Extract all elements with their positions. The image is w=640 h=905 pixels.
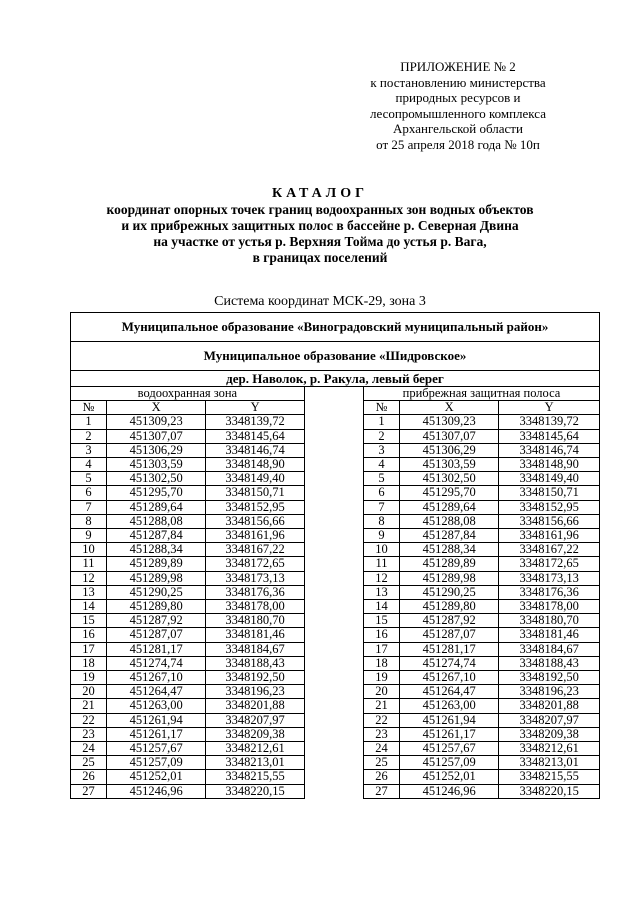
left-point-number: 26 bbox=[71, 770, 107, 784]
left-point-x: 451264,47 bbox=[106, 685, 205, 699]
left-point-y: 3348220,15 bbox=[206, 784, 304, 798]
right-point-x: 451287,92 bbox=[399, 614, 498, 628]
right-point-x: 451307,07 bbox=[399, 429, 498, 443]
left-point-number: 13 bbox=[71, 585, 107, 599]
left-point-x: 451257,09 bbox=[106, 756, 205, 770]
right-point-number: 12 bbox=[364, 571, 400, 585]
right-point-y: 3348173,13 bbox=[499, 571, 600, 585]
right-point-number: 20 bbox=[364, 685, 400, 699]
catalog-subtitle-line: в границах поселений bbox=[252, 250, 388, 265]
right-point-x: 451264,47 bbox=[399, 685, 498, 699]
left-point-y: 3348207,97 bbox=[206, 713, 304, 727]
left-point-y: 3348212,61 bbox=[206, 742, 304, 756]
left-point-y: 3348150,71 bbox=[206, 486, 304, 500]
right-point-y: 3348212,61 bbox=[499, 742, 600, 756]
left-point-y: 3348149,40 bbox=[206, 472, 304, 486]
right-point-y: 3348184,67 bbox=[499, 642, 600, 656]
left-point-y: 3348184,67 bbox=[206, 642, 304, 656]
right-point-y: 3348220,15 bbox=[499, 784, 600, 798]
appendix-line: к постановлению министерства bbox=[370, 74, 546, 90]
col-header-x: X bbox=[399, 401, 498, 415]
water-protection-zone-header: водоохранная зона bbox=[71, 387, 305, 401]
coastal-strip-header: прибрежная защитная полоса bbox=[364, 387, 600, 401]
right-point-y: 3348207,97 bbox=[499, 713, 600, 727]
municipality-header: Муниципальное образование «Шидровское» bbox=[71, 342, 600, 371]
right-point-y: 3348139,72 bbox=[499, 415, 600, 429]
left-point-x: 451287,84 bbox=[106, 529, 205, 543]
left-point-number: 2 bbox=[71, 429, 107, 443]
left-point-x: 451267,10 bbox=[106, 671, 205, 685]
right-point-number: 27 bbox=[364, 784, 400, 798]
right-point-number: 18 bbox=[364, 656, 400, 670]
right-point-y: 3348178,00 bbox=[499, 600, 600, 614]
left-point-y: 3348176,36 bbox=[206, 585, 304, 599]
col-header-x: X bbox=[106, 401, 205, 415]
left-point-number: 12 bbox=[71, 571, 107, 585]
left-point-x: 451246,96 bbox=[106, 784, 205, 798]
left-point-number: 7 bbox=[71, 500, 107, 514]
right-point-y: 3348215,55 bbox=[499, 770, 600, 784]
right-point-x: 451274,74 bbox=[399, 656, 498, 670]
right-point-x: 451263,00 bbox=[399, 699, 498, 713]
col-header-y: Y bbox=[499, 401, 600, 415]
left-point-number: 10 bbox=[71, 543, 107, 557]
left-point-x: 451252,01 bbox=[106, 770, 205, 784]
right-point-y: 3348176,36 bbox=[499, 585, 600, 599]
right-point-x: 451306,29 bbox=[399, 443, 498, 457]
left-point-number: 3 bbox=[71, 443, 107, 457]
right-point-y: 3348209,38 bbox=[499, 727, 600, 741]
left-point-y: 3348167,22 bbox=[206, 543, 304, 557]
left-point-x: 451289,89 bbox=[106, 557, 205, 571]
right-point-number: 4 bbox=[364, 458, 400, 472]
right-point-x: 451261,17 bbox=[399, 727, 498, 741]
right-point-number: 1 bbox=[364, 415, 400, 429]
right-point-y: 3348152,95 bbox=[499, 500, 600, 514]
left-point-number: 24 bbox=[71, 742, 107, 756]
col-header-y: Y bbox=[206, 401, 304, 415]
column-gap bbox=[304, 387, 363, 799]
left-point-y: 3348148,90 bbox=[206, 458, 304, 472]
right-point-number: 8 bbox=[364, 514, 400, 528]
right-point-number: 6 bbox=[364, 486, 400, 500]
left-point-y: 3348180,70 bbox=[206, 614, 304, 628]
left-point-number: 1 bbox=[71, 415, 107, 429]
right-point-y: 3348172,65 bbox=[499, 557, 600, 571]
right-point-y: 3348181,46 bbox=[499, 628, 600, 642]
right-point-number: 7 bbox=[364, 500, 400, 514]
left-point-y: 3348152,95 bbox=[206, 500, 304, 514]
right-point-number: 25 bbox=[364, 756, 400, 770]
left-point-y: 3348181,46 bbox=[206, 628, 304, 642]
left-point-x: 451261,17 bbox=[106, 727, 205, 741]
right-point-y: 3348188,43 bbox=[499, 656, 600, 670]
right-point-x: 451257,09 bbox=[399, 756, 498, 770]
right-point-x: 451309,23 bbox=[399, 415, 498, 429]
right-point-x: 451289,64 bbox=[399, 500, 498, 514]
left-point-y: 3348172,65 bbox=[206, 557, 304, 571]
left-point-number: 22 bbox=[71, 713, 107, 727]
left-point-y: 3348196,23 bbox=[206, 685, 304, 699]
right-point-number: 16 bbox=[364, 628, 400, 642]
right-point-y: 3348150,71 bbox=[499, 486, 600, 500]
right-point-number: 17 bbox=[364, 642, 400, 656]
left-point-number: 23 bbox=[71, 727, 107, 741]
right-point-x: 451267,10 bbox=[399, 671, 498, 685]
left-point-number: 25 bbox=[71, 756, 107, 770]
right-point-number: 24 bbox=[364, 742, 400, 756]
right-point-number: 26 bbox=[364, 770, 400, 784]
right-point-number: 21 bbox=[364, 699, 400, 713]
right-point-number: 9 bbox=[364, 529, 400, 543]
left-point-number: 21 bbox=[71, 699, 107, 713]
left-point-y: 3348146,74 bbox=[206, 443, 304, 457]
right-point-number: 11 bbox=[364, 557, 400, 571]
right-point-y: 3348145,64 bbox=[499, 429, 600, 443]
right-point-x: 451288,34 bbox=[399, 543, 498, 557]
right-point-y: 3348148,90 bbox=[499, 458, 600, 472]
left-point-y: 3348156,66 bbox=[206, 514, 304, 528]
appendix-block bbox=[360, 59, 556, 153]
right-point-y: 3348146,74 bbox=[499, 443, 600, 457]
right-point-number: 2 bbox=[364, 429, 400, 443]
right-point-x: 451287,84 bbox=[399, 529, 498, 543]
left-point-y: 3348173,13 bbox=[206, 571, 304, 585]
right-point-x: 451295,70 bbox=[399, 486, 498, 500]
left-point-number: 19 bbox=[71, 671, 107, 685]
left-point-number: 16 bbox=[71, 628, 107, 642]
left-point-x: 451295,70 bbox=[106, 486, 205, 500]
catalog-subtitle-line: на участке от устья р. Верхняя Тойма до устья р. Вага, bbox=[153, 234, 487, 249]
left-point-y: 3348209,38 bbox=[206, 727, 304, 741]
left-point-number: 4 bbox=[71, 458, 107, 472]
right-point-y: 3348192,50 bbox=[499, 671, 600, 685]
left-point-x: 451306,29 bbox=[106, 443, 205, 457]
right-point-x: 451281,17 bbox=[399, 642, 498, 656]
right-point-x: 451246,96 bbox=[399, 784, 498, 798]
col-header-number: № bbox=[364, 401, 400, 415]
right-point-x: 451289,89 bbox=[399, 557, 498, 571]
left-point-x: 451303,59 bbox=[106, 458, 205, 472]
right-point-number: 19 bbox=[364, 671, 400, 685]
left-point-y: 3348145,64 bbox=[206, 429, 304, 443]
left-point-y: 3348139,72 bbox=[206, 415, 304, 429]
appendix-line: природных ресурсов и bbox=[395, 90, 521, 106]
left-point-x: 451288,08 bbox=[106, 514, 205, 528]
appendix-line: лесопромышленного комплекса bbox=[369, 105, 546, 121]
right-point-number: 3 bbox=[364, 443, 400, 457]
right-point-number: 13 bbox=[364, 585, 400, 599]
catalog-title-block bbox=[70, 186, 570, 266]
district-header: Муниципальное образование «Виноградовский муниципальный район» bbox=[71, 313, 600, 342]
left-point-y: 3348215,55 bbox=[206, 770, 304, 784]
left-point-y: 3348178,00 bbox=[206, 600, 304, 614]
left-point-x: 451287,92 bbox=[106, 614, 205, 628]
right-point-y: 3348201,88 bbox=[499, 699, 600, 713]
left-point-number: 5 bbox=[71, 472, 107, 486]
col-header-number: № bbox=[71, 401, 107, 415]
locality-header: дер. Наволок, р. Ракула, левый берег bbox=[71, 371, 600, 387]
right-point-y: 3348213,01 bbox=[499, 756, 600, 770]
catalog-heading: КАТАЛОГ bbox=[271, 186, 368, 201]
right-point-x: 451289,80 bbox=[399, 600, 498, 614]
left-point-x: 451274,74 bbox=[106, 656, 205, 670]
right-point-x: 451252,01 bbox=[399, 770, 498, 784]
left-point-number: 9 bbox=[71, 529, 107, 543]
right-point-number: 15 bbox=[364, 614, 400, 628]
left-point-number: 11 bbox=[71, 557, 107, 571]
left-point-x: 451261,94 bbox=[106, 713, 205, 727]
catalog-subtitle-line: координат опорных точек границ водоохранных зон водных объектов bbox=[106, 202, 534, 217]
left-point-number: 17 bbox=[71, 642, 107, 656]
coordinate-system-label: Система координат МСК-29, зона 3 bbox=[214, 294, 426, 309]
left-point-x: 451309,23 bbox=[106, 415, 205, 429]
right-point-number: 5 bbox=[364, 472, 400, 486]
left-point-number: 27 bbox=[71, 784, 107, 798]
right-point-number: 23 bbox=[364, 727, 400, 741]
left-point-number: 6 bbox=[71, 486, 107, 500]
left-point-x: 451287,07 bbox=[106, 628, 205, 642]
right-point-x: 451289,98 bbox=[399, 571, 498, 585]
left-point-y: 3348201,88 bbox=[206, 699, 304, 713]
left-point-number: 18 bbox=[71, 656, 107, 670]
left-point-x: 451307,07 bbox=[106, 429, 205, 443]
left-point-x: 451288,34 bbox=[106, 543, 205, 557]
left-point-x: 451257,67 bbox=[106, 742, 205, 756]
left-point-number: 20 bbox=[71, 685, 107, 699]
left-point-number: 15 bbox=[71, 614, 107, 628]
right-point-y: 3348161,96 bbox=[499, 529, 600, 543]
left-point-x: 451289,64 bbox=[106, 500, 205, 514]
right-point-number: 10 bbox=[364, 543, 400, 557]
right-point-y: 3348180,70 bbox=[499, 614, 600, 628]
coordinates-table bbox=[70, 312, 600, 799]
left-point-x: 451290,25 bbox=[106, 585, 205, 599]
appendix-date-line: от 25 апреля 2018 года № 10п bbox=[376, 136, 540, 152]
right-point-y: 3348167,22 bbox=[499, 543, 600, 557]
left-point-x: 451289,80 bbox=[106, 600, 205, 614]
right-point-y: 3348149,40 bbox=[499, 472, 600, 486]
left-point-y: 3348213,01 bbox=[206, 756, 304, 770]
right-point-y: 3348156,66 bbox=[499, 514, 600, 528]
right-point-x: 451288,08 bbox=[399, 514, 498, 528]
catalog-subtitle-line: и их прибрежных защитных полос в бассейне р. Северная Двина bbox=[121, 218, 519, 233]
left-point-x: 451302,50 bbox=[106, 472, 205, 486]
right-point-x: 451302,50 bbox=[399, 472, 498, 486]
right-point-number: 14 bbox=[364, 600, 400, 614]
left-point-number: 8 bbox=[71, 514, 107, 528]
left-point-y: 3348192,50 bbox=[206, 671, 304, 685]
appendix-title: ПРИЛОЖЕНИЕ № 2 bbox=[400, 59, 516, 74]
left-point-y: 3348188,43 bbox=[206, 656, 304, 670]
right-point-x: 451287,07 bbox=[399, 628, 498, 642]
left-point-x: 451263,00 bbox=[106, 699, 205, 713]
left-point-x: 451289,98 bbox=[106, 571, 205, 585]
left-point-x: 451281,17 bbox=[106, 642, 205, 656]
right-point-x: 451303,59 bbox=[399, 458, 498, 472]
left-point-y: 3348161,96 bbox=[206, 529, 304, 543]
appendix-line: Архангельской области bbox=[393, 121, 523, 137]
left-point-number: 14 bbox=[71, 600, 107, 614]
right-point-y: 3348196,23 bbox=[499, 685, 600, 699]
right-point-x: 451290,25 bbox=[399, 585, 498, 599]
right-point-x: 451257,67 bbox=[399, 742, 498, 756]
right-point-number: 22 bbox=[364, 713, 400, 727]
right-point-x: 451261,94 bbox=[399, 713, 498, 727]
